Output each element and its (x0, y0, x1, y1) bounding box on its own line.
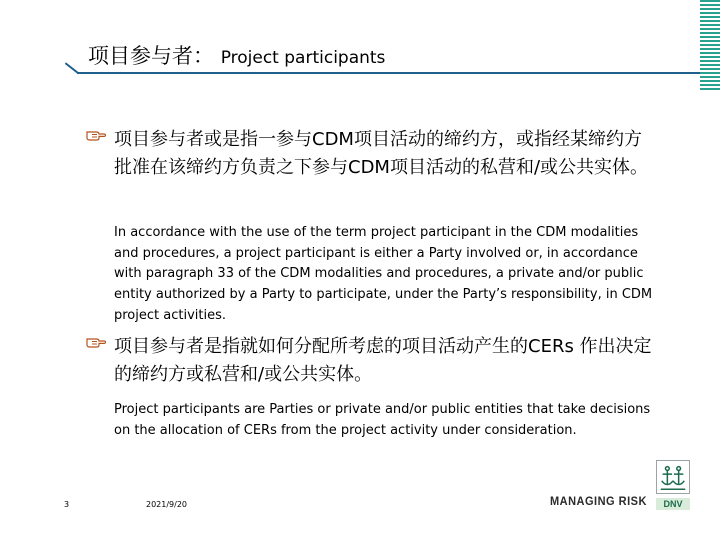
logo-emblem (656, 460, 690, 494)
english-paragraph-1: In accordance with the use of the term project participant in the CDM modalities and procedures, a project participant is either a Party involved or, in accordance with paragraph 33 of the CDM modalities and procedures, a private and/or public entity authorized by a Party to participate, under the Party’s responsibility, in CDM project activities. (114, 225, 653, 323)
title-chinese: 项目参与者： (88, 44, 214, 68)
accent-stripes (700, 0, 720, 94)
managing-risk-tagline: MANAGING RISK (550, 495, 647, 509)
bullet-text-1: 项目参与者或是指一参与CDM项目活动的缔约方，或指经某缔约方批准在该缔约方负责之下参与CDM项目活动的私营和/或公共实体。 (114, 129, 649, 178)
page-number: 3 (64, 500, 70, 509)
pointing-hand-icon (86, 335, 106, 349)
title-rule (77, 72, 720, 74)
footer-date: 2021/9/20 (146, 500, 188, 509)
slide-title (88, 42, 385, 72)
title-english: Project participants (220, 48, 386, 68)
pointing-hand-icon (86, 128, 106, 142)
dnv-logo-icon (656, 460, 690, 512)
bullet-text-2: 项目参与者是指就如何分配所考虑的项目活动产生的CERs 作出决定的缔约方或私营和/或公共实体。 (114, 336, 652, 385)
title-area (0, 0, 720, 80)
logo-wordmark: DNV (656, 498, 690, 510)
english-paragraph-2: Project participants are Parties or private and/or public entities that take decisions on the allocation of CERs from the project activity under consideration. (114, 402, 651, 438)
